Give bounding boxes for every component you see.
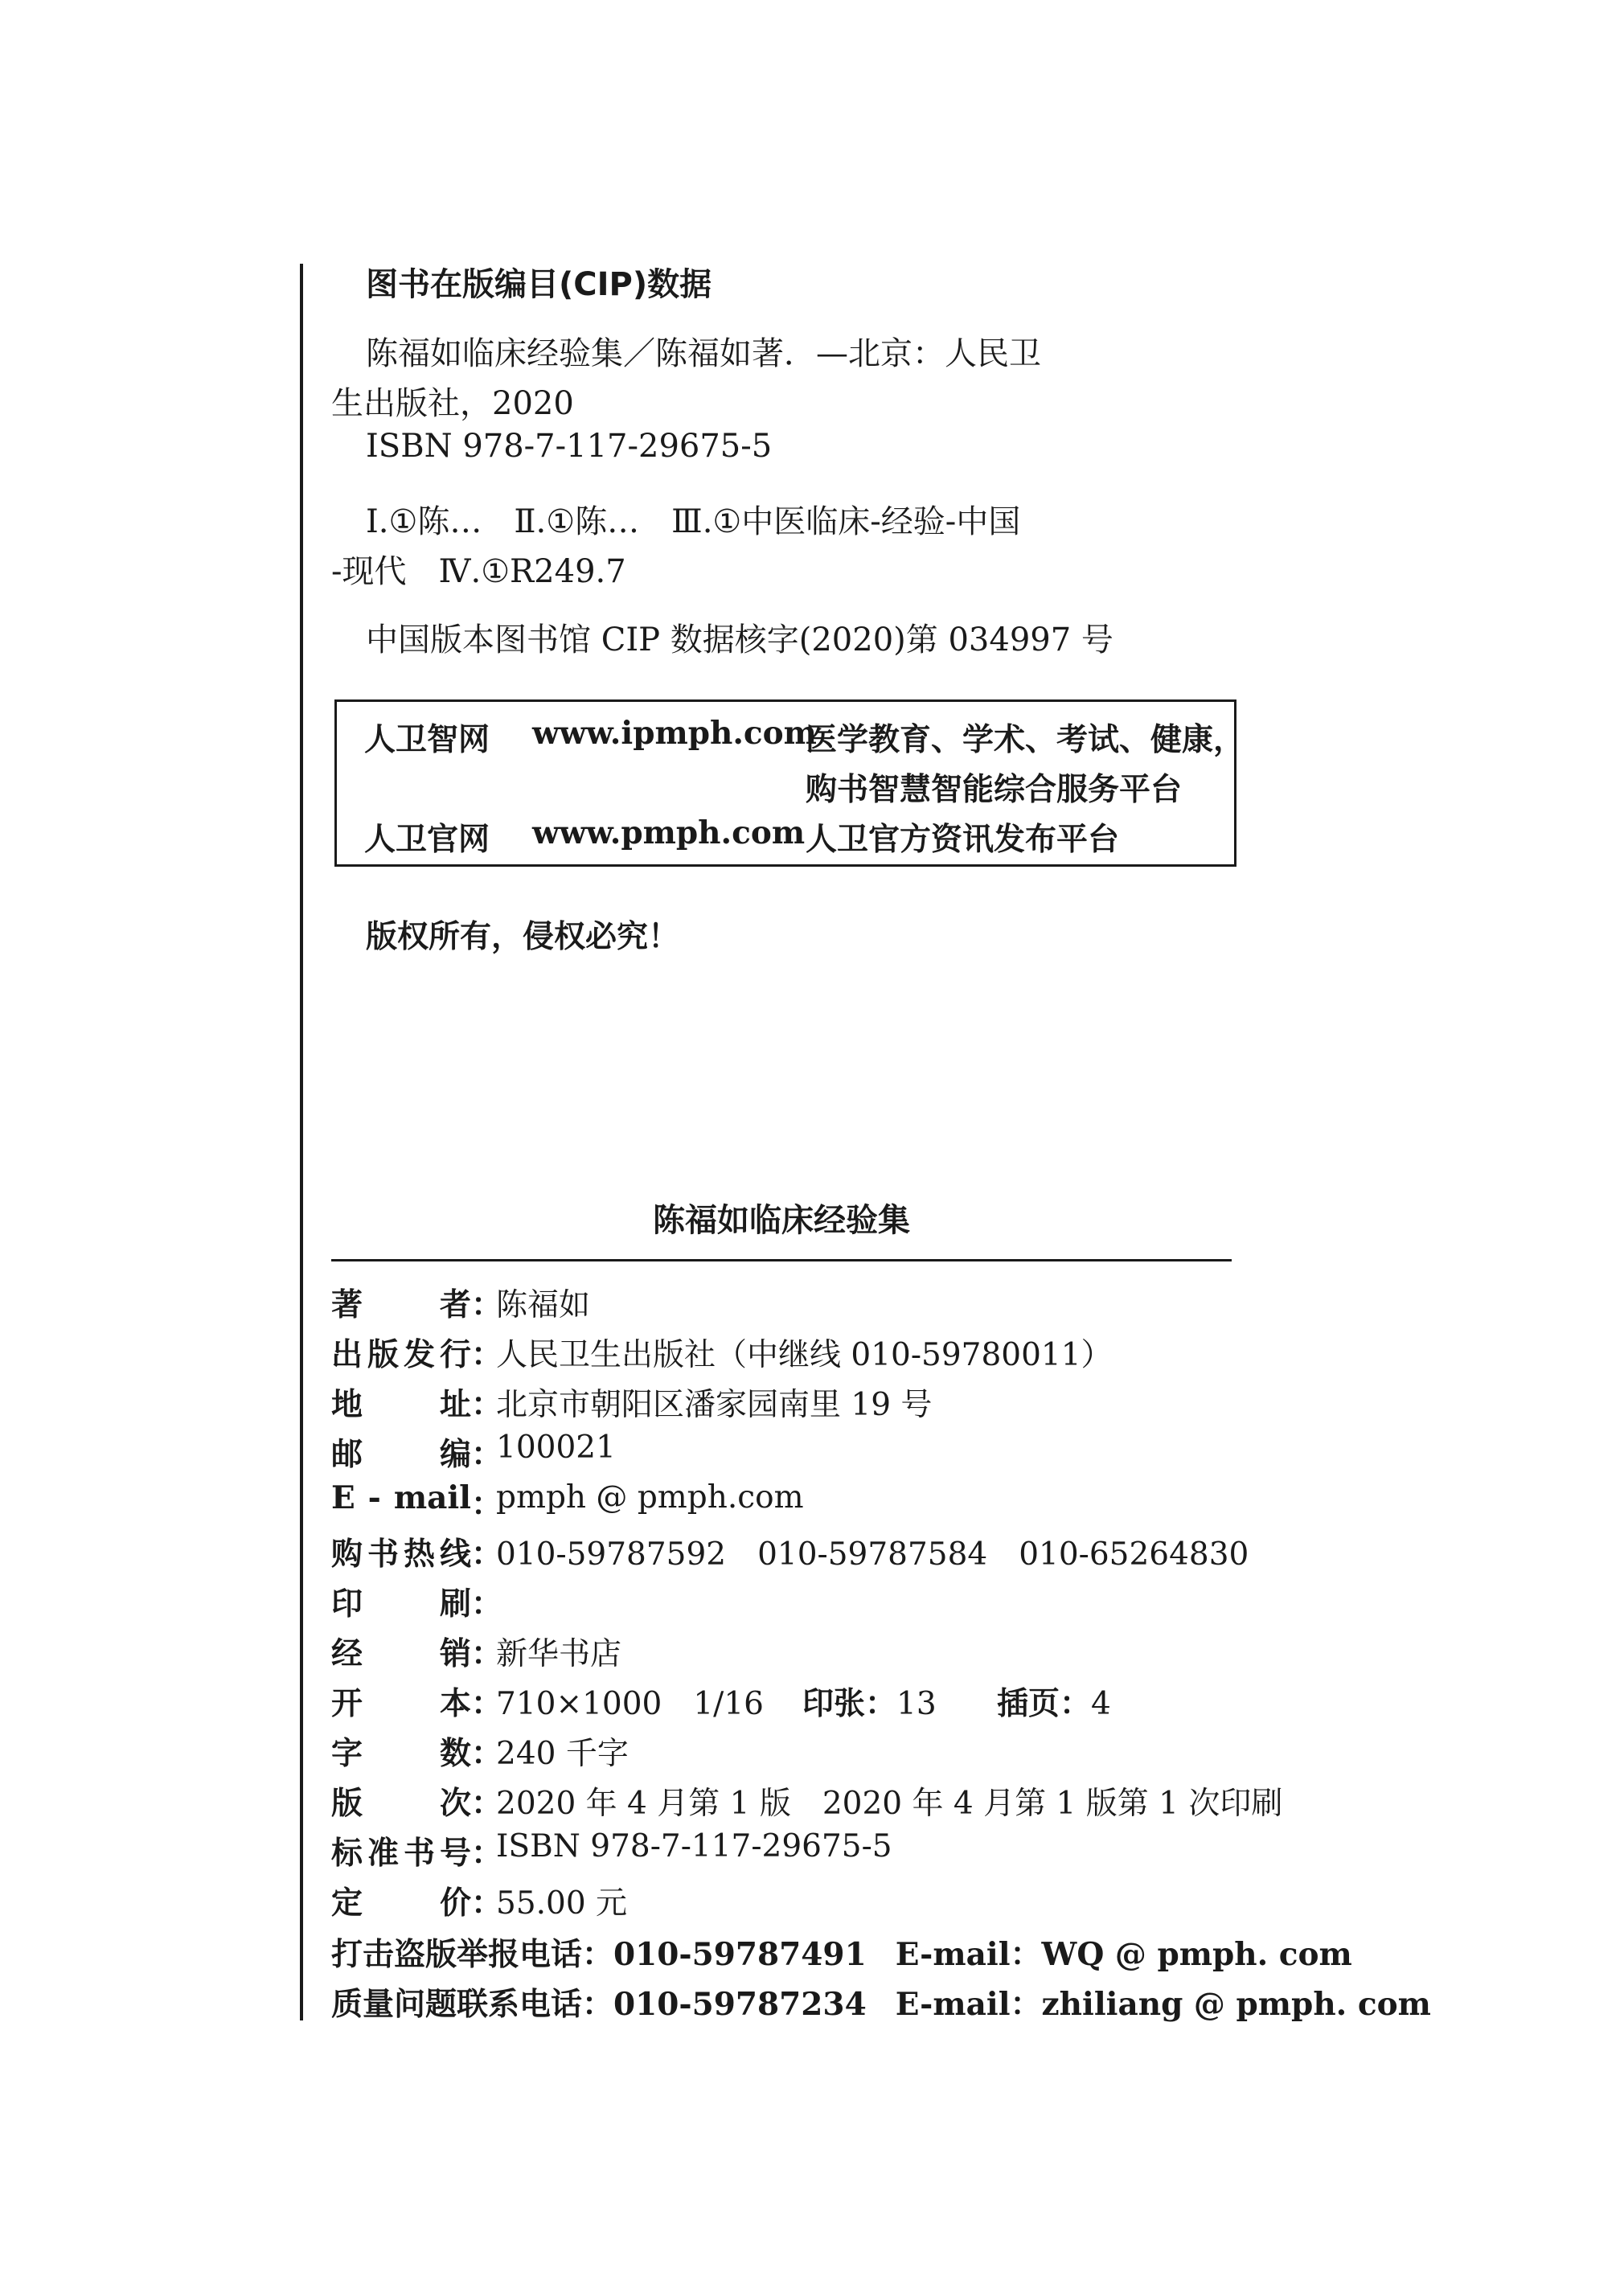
- cip-classification-1: Ⅰ.①陈… Ⅱ.①陈… Ⅲ.①中医临床-经验-中国: [366, 503, 1021, 540]
- site-url-link[interactable]: www.ipmph.com: [532, 715, 817, 752]
- detail-value: 北京市朝阳区潘家园南里 19 号: [496, 1387, 933, 1423]
- cip-line-2: 生出版社，2020: [331, 385, 574, 422]
- detail-value: ISBN 978-7-117-29675-5: [496, 1828, 892, 1864]
- detail-value[interactable]: pmph @ pmph.com: [496, 1479, 804, 1516]
- detail-label: 版 次: [331, 1786, 471, 1822]
- detail-label: 开 本: [331, 1686, 471, 1722]
- site-name: 人卫官网: [364, 822, 490, 858]
- detail-label: E - mail: [331, 1479, 471, 1516]
- book-title: 陈福如临床经验集: [653, 1202, 910, 1239]
- detail-label: 字 数: [331, 1736, 471, 1772]
- quality-contact-line: [331, 1979, 1431, 2024]
- site-description: 人卫官方资讯发布平台: [806, 822, 1120, 858]
- cip-heading: 图书在版编目(CIP)数据: [366, 266, 712, 303]
- piracy-phone: 010-59787491: [613, 1936, 867, 1973]
- detail-value: 100021: [496, 1430, 616, 1466]
- detail-label: 邮 编: [331, 1437, 471, 1473]
- sheets-value: 13: [896, 1686, 937, 1722]
- detail-label: 著 者: [331, 1287, 471, 1323]
- plates-value: 4: [1091, 1686, 1111, 1722]
- piracy-email[interactable]: WQ @ pmph. com: [1041, 1936, 1352, 1973]
- site-url-link[interactable]: www.pmph.com: [532, 814, 806, 851]
- detail-label: 印 刷: [331, 1586, 471, 1622]
- piracy-email-label: E-mail：: [895, 1936, 1042, 1973]
- detail-label: 标准书号: [331, 1836, 471, 1872]
- detail-value: 710×1000 1/16: [496, 1686, 764, 1722]
- detail-label: 地 址: [331, 1387, 471, 1423]
- piracy-report-line: [331, 1930, 1352, 1975]
- quality-phone: 010-59787234: [613, 1986, 867, 2023]
- detail-label: 购书热线: [331, 1536, 471, 1573]
- title-divider: [331, 1259, 1232, 1261]
- piracy-report-label: 打击盗版举报电话：: [331, 1937, 614, 1973]
- detail-value: 人民卫生出版社（中继线 010-59780011）: [496, 1337, 1113, 1373]
- copyright-notice: 版权所有，侵权必究！: [366, 919, 680, 955]
- plates-label: 插页: [997, 1686, 1060, 1722]
- quality-contact-label: 质量问题联系电话：: [331, 1987, 614, 2023]
- detail-value: 55.00 元: [496, 1885, 628, 1922]
- website-info-box: [334, 699, 1245, 867]
- detail-label: 出版发行: [331, 1337, 471, 1373]
- quality-email-label: E-mail：: [895, 1986, 1042, 2023]
- cip-record-number: 中国版本图书馆 CIP 数据核字(2020)第 034997 号: [366, 621, 1113, 658]
- sheets-label: 印张: [802, 1686, 866, 1722]
- cip-isbn: ISBN 978-7-117-29675-5: [366, 428, 773, 465]
- margin-rule: [300, 264, 303, 2020]
- detail-row-format: 开 本 ： 710×1000 1/16 印张：13 插页：4: [331, 1679, 1232, 1719]
- detail-value: 2020 年 4 月第 1 版 2020 年 4 月第 1 版第 1 次印刷: [496, 1786, 1283, 1822]
- cip-classification-2: -现代 Ⅳ.①R249.7: [331, 553, 626, 590]
- detail-label: 定 价: [331, 1885, 471, 1922]
- detail-value: 新华书店: [496, 1636, 622, 1672]
- detail-label: 经 销: [331, 1636, 471, 1672]
- detail-value: 240 千字: [496, 1736, 629, 1772]
- detail-value: 010-59787592 010-59787584 010-65264830: [496, 1536, 1249, 1573]
- site-description: 医学教育、学术、考试、健康，: [806, 722, 1245, 758]
- cip-line-1: 陈福如临床经验集／陈福如著．—北京：人民卫: [366, 335, 1041, 372]
- quality-email[interactable]: zhiliang @ pmph. com: [1041, 1986, 1431, 2023]
- detail-value: 陈福如: [496, 1287, 591, 1323]
- site-name: 人卫智网: [364, 722, 490, 758]
- site-description-2: 购书智慧智能综合服务平台: [806, 772, 1183, 808]
